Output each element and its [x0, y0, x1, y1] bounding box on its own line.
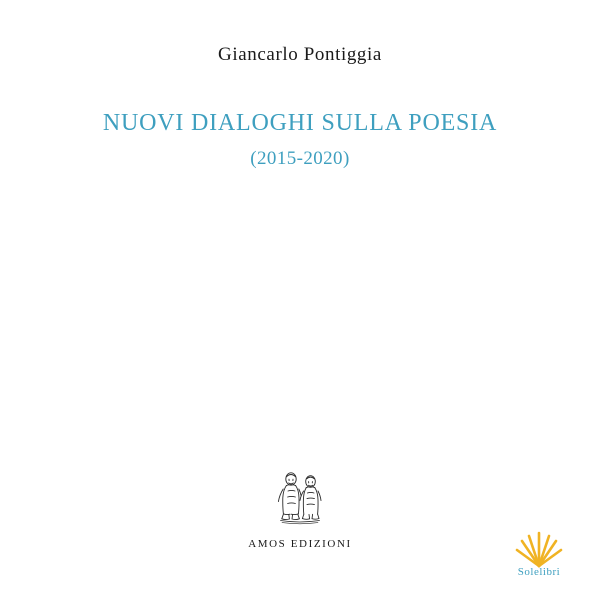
publisher-name: AMOS EDIZIONI [248, 538, 352, 550]
imprint-logo [496, 528, 582, 588]
author-name: Giancarlo Pontiggia [218, 44, 382, 65]
book-subtitle: (2015-2020) [250, 148, 350, 169]
two-figures-woodcut-icon [0, 466, 600, 528]
imprint-name: Solelibri [517, 566, 561, 578]
book-title: NUOVI DIALOGHI SULLA POESIA [102, 110, 498, 136]
sun-rays-icon [496, 528, 582, 568]
